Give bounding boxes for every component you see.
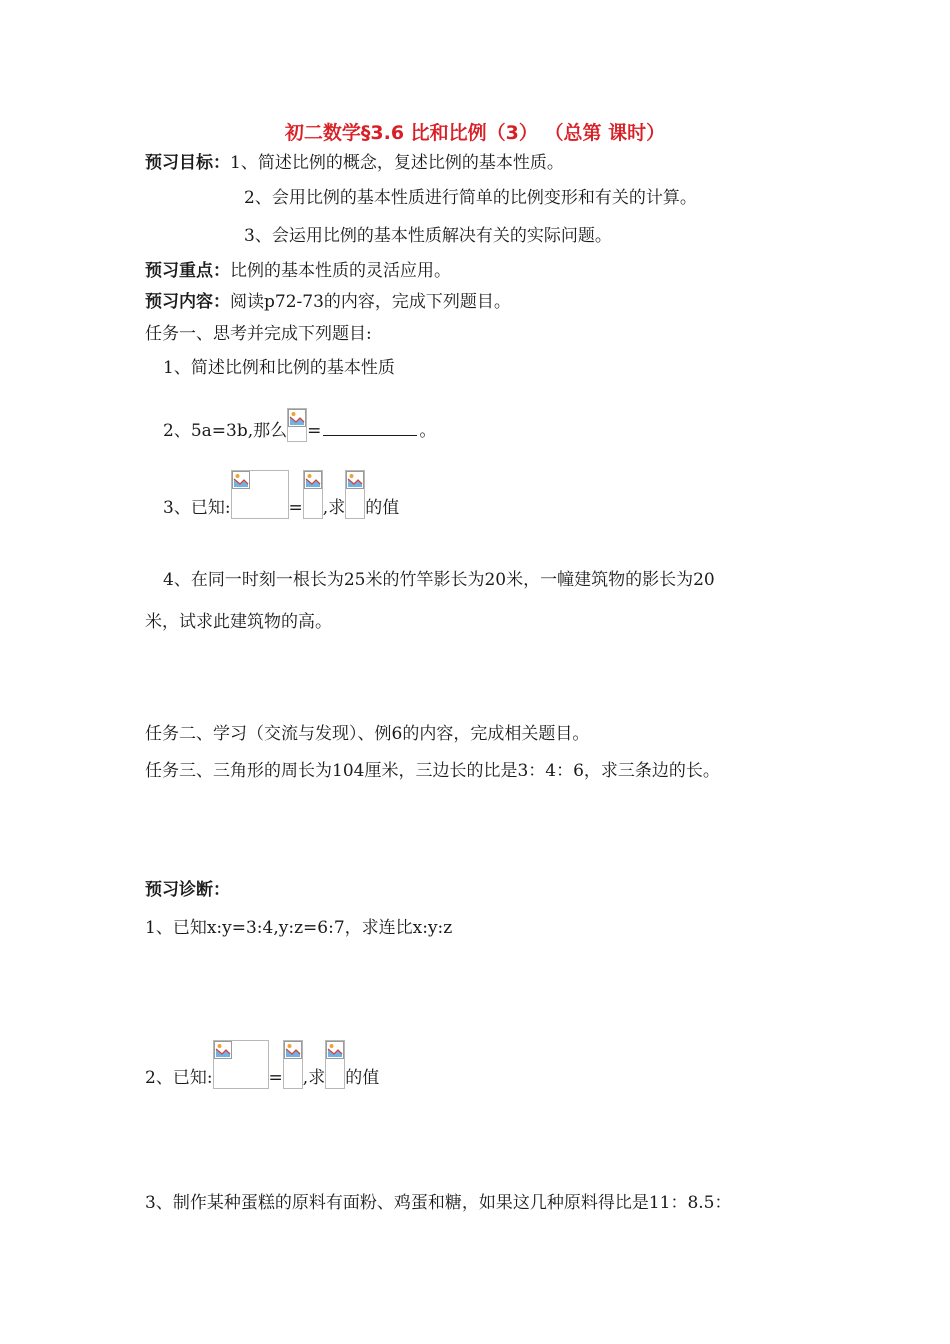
broken-image-icon xyxy=(326,1041,344,1059)
diagnosis-q2-end: 的值 xyxy=(345,1068,380,1088)
focus-text: 比例的基本性质的灵活应用。 xyxy=(230,261,451,281)
equation-image-icon xyxy=(213,1040,269,1089)
task2: 任务二、学习（交流与发现）、例6的内容，完成相关题目。 xyxy=(145,724,590,744)
goals-line-1 xyxy=(145,152,564,174)
goal-item-1: 1、简述比例的概念，复述比例的基本性质。 xyxy=(230,153,564,173)
task1-q2 xyxy=(163,408,436,442)
diagnosis-q2-prefix: 2、已知: xyxy=(145,1068,213,1088)
fraction-image-icon xyxy=(325,1040,345,1089)
fraction-image-icon xyxy=(345,470,365,519)
diagnosis-q1: 1、已知x:y=3:4,y:z=6:7，求连比x:y:z xyxy=(145,918,453,938)
fraction-image-icon xyxy=(303,470,323,519)
broken-image-icon xyxy=(232,471,250,489)
task3: 任务三、三角形的周长为104厘米，三边长的比是3：4：6，求三条边的长。 xyxy=(145,761,720,781)
answer-blank[interactable] xyxy=(323,434,417,436)
task1-q3-mid: ,求 xyxy=(322,498,346,518)
content-line xyxy=(145,291,511,313)
broken-image-icon xyxy=(304,471,322,489)
broken-image-icon xyxy=(346,471,364,489)
equation-image-icon xyxy=(231,470,289,519)
task1-q2-prefix: 2、5a=3b,那么 xyxy=(163,421,288,441)
goal-item-2: 2、会用比例的基本性质进行简单的比例变形和有关的计算。 xyxy=(244,188,697,208)
goal-item-3: 3、会运用比例的基本性质解决有关的实际问题。 xyxy=(244,226,612,246)
diagnosis-heading: 预习诊断： xyxy=(145,880,230,900)
task1-q3-end: 的值 xyxy=(365,498,400,518)
focus-label: 预习重点： xyxy=(145,261,230,281)
task1-q3-eq: = xyxy=(288,498,303,518)
task1-q3 xyxy=(163,470,399,519)
content-label: 预习内容： xyxy=(145,292,230,312)
task1-q2-end: 。 xyxy=(419,421,437,441)
fraction-image-icon xyxy=(283,1040,303,1089)
task1-q2-eq: = xyxy=(307,421,322,441)
task1-q1: 1、简述比例和比例的基本性质 xyxy=(163,358,395,378)
diagnosis-q3: 3、制作某种蛋糕的原料有面粉、鸡蛋和糖，如果这几种原料得比是11：8.5： xyxy=(145,1193,732,1213)
task1-heading: 任务一、思考并完成下列题目: xyxy=(145,324,372,344)
broken-image-icon xyxy=(288,409,306,427)
broken-image-icon xyxy=(214,1041,232,1059)
diagnosis-q2-mid: ,求 xyxy=(302,1068,326,1088)
task1-q3-prefix: 3、已知: xyxy=(163,498,231,518)
diagnosis-q2-eq: = xyxy=(268,1068,283,1088)
goals-label: 预习目标： xyxy=(145,153,230,173)
page-title: 初二数学§3.6 比和比例（3） （总第 课时） xyxy=(284,122,666,144)
focus-line xyxy=(145,260,451,282)
fraction-image-icon xyxy=(287,408,307,442)
content-text: 阅读p72-73的内容，完成下列题目。 xyxy=(230,292,511,312)
broken-image-icon xyxy=(284,1041,302,1059)
task1-q4-line1: 4、在同一时刻一根长为25米的竹竿影长为20米，一幢建筑物的影长为20 xyxy=(163,570,715,590)
diagnosis-q2 xyxy=(145,1040,379,1089)
task1-q4-line2: 米，试求此建筑物的高。 xyxy=(145,612,332,632)
